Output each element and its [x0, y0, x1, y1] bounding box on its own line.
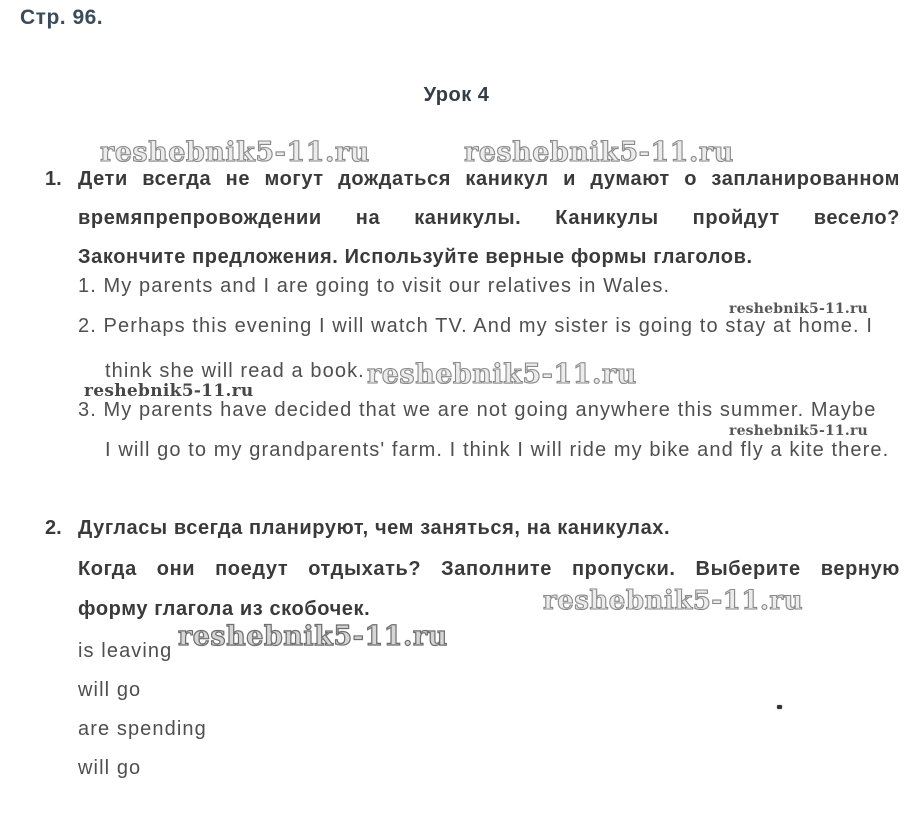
print-speck	[777, 705, 782, 709]
watermark: reshebnik5-11.ru	[464, 137, 734, 168]
task1-answer-line: 1. My parents and I are going to visit our relatives in Wales.	[78, 275, 671, 297]
task1-answer-line: 2. Perhaps this evening I will watch TV. And my sister is going to stay at home. I	[78, 315, 873, 337]
task1-prompt-line: Закончите предложения. Используйте верные формы глаголов.	[78, 246, 753, 268]
task2-answer-line: are spending	[78, 718, 207, 740]
task1-answer-line: 3. My parents have decided that we are not going anywhere this summer. Maybe	[78, 399, 877, 421]
watermark: reshebnik5-11.ru	[543, 586, 804, 616]
watermark: reshebnik5-11.ru	[84, 381, 254, 401]
task1-answer-line: I will go to my grandparents' farm. I think I will ride my bike and fly a kite there.	[105, 439, 890, 461]
task1-prompt-line: Дети всегда не могут дождаться каникул и думают о запланированном	[78, 168, 900, 190]
task1-answer-line: think she will read a book.	[105, 360, 365, 382]
watermark: reshebnik5-11.ru	[729, 423, 868, 439]
task2-number: 2.	[45, 517, 62, 539]
task1-number: 1.	[45, 168, 62, 190]
watermark: reshebnik5-11.ru	[178, 621, 448, 652]
lesson-heading: Урок 4	[423, 84, 490, 106]
page-number-label: Стр. 96.	[20, 6, 104, 29]
task2-prompt-line: Когда они поедут отдыхать? Заполните пропуски. Выберите верную	[78, 558, 900, 580]
watermark: reshebnik5-11.ru	[367, 359, 637, 390]
task2-answer-line: is leaving	[78, 640, 173, 662]
task2-answer-line: will go	[78, 757, 142, 779]
task2-prompt-line: форму глагола из скобочек.	[78, 598, 371, 620]
task2-prompt-line: Дугласы всегда планируют, чем заняться, на каникулах.	[78, 517, 671, 539]
task2-answer-line: will go	[78, 679, 142, 701]
watermark: reshebnik5-11.ru	[729, 301, 868, 317]
task1-prompt-line: времяпрепровождении на каникулы. Каникулы пройдут весело?	[78, 207, 900, 229]
watermark: reshebnik5-11.ru	[100, 137, 370, 168]
